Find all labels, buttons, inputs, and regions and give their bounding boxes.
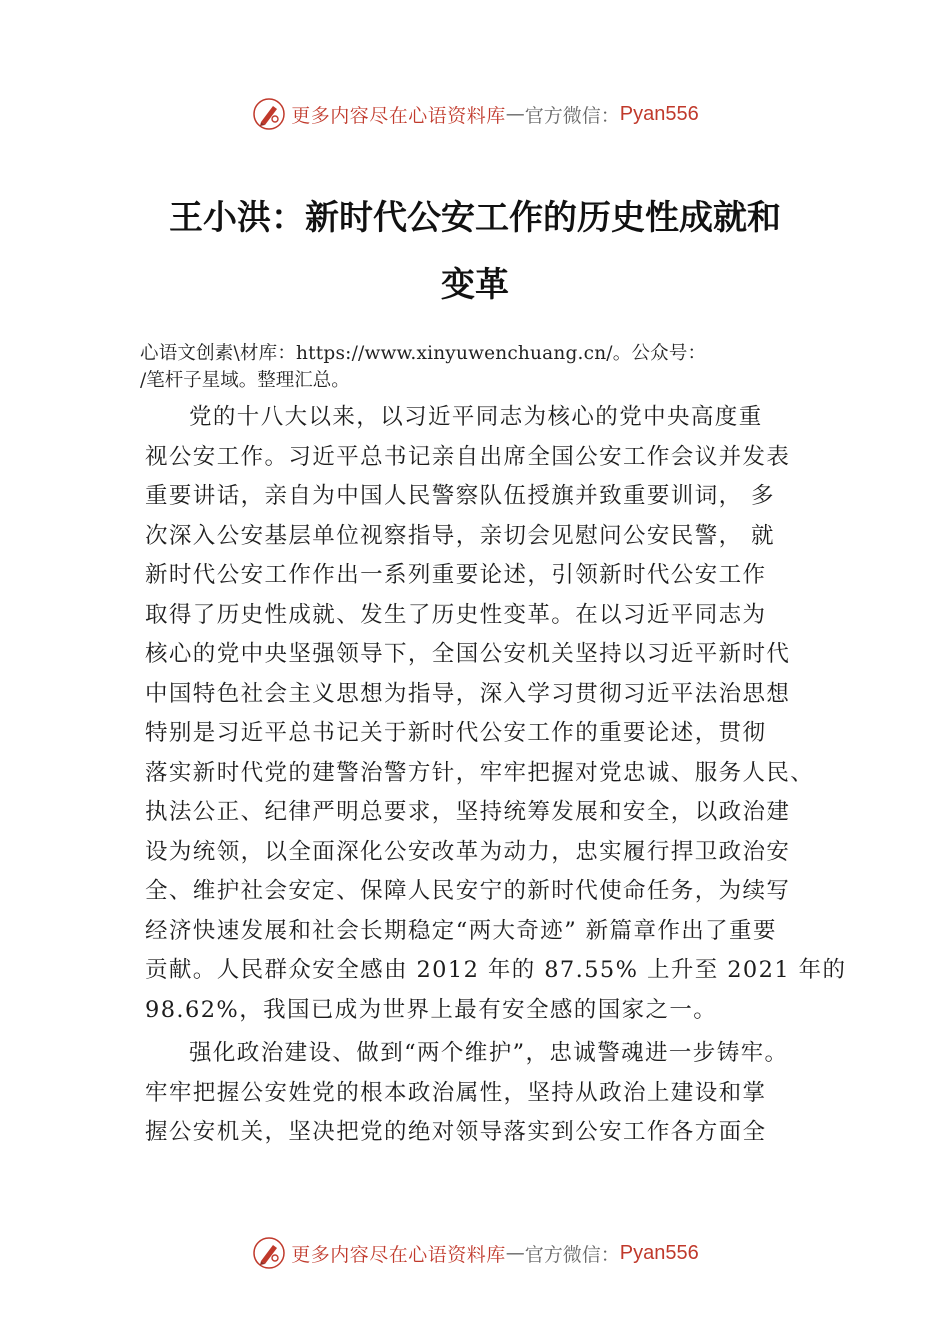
paragraph-line: 核心的党中央坚强领导下，全国公安机关坚持以习近平新时代 bbox=[145, 641, 791, 667]
footer-banner bbox=[0, 1233, 950, 1273]
paragraph-line: 牢牢把握公安姓党的根本政治属性，坚持从政治上建设和掌 bbox=[145, 1079, 767, 1106]
paragraph-line: 特别是习近平总书记关于新时代公安工作的重要论述，贯彻 bbox=[145, 720, 767, 746]
pen-logo-icon bbox=[251, 96, 287, 132]
banner-wechat-label: 官方微信： bbox=[524, 104, 620, 127]
paragraph-line: 中国特色社会主义思想为指导，深入学习贯彻习近平法治思想 bbox=[145, 680, 791, 707]
paragraph-1 bbox=[145, 398, 847, 1030]
paragraph-line: 党的十八大以来，以习近平同志为核心的党中央高度重 bbox=[189, 404, 763, 430]
header-banner bbox=[0, 94, 950, 134]
paragraph-line: 握公安机关，坚决把党的绝对领导落实到公安工作各方面全 bbox=[145, 1119, 767, 1145]
banner-site-text: 更多内容尽在心语资料库 bbox=[291, 1243, 506, 1266]
paragraph-line: 取得了历史性成就、发生了历史性变革。在以习近平同志为 bbox=[145, 601, 767, 628]
article-title-line-2: 变革 bbox=[441, 265, 509, 305]
source-note-line-1: 心语文创素\材库：https://www.xinyuwenchuang.cn/。公众号： bbox=[140, 343, 707, 364]
source-note-line-2: /笔杆子星域。整理汇总。 bbox=[140, 370, 350, 391]
paragraph-line: 落实新时代党的建警治警方针，牢牢把握对党忠诚、服务人民、 bbox=[145, 759, 815, 786]
banner-site-text: 更多内容尽在心语资料库 bbox=[291, 104, 506, 127]
banner-wechat-id: Pyan556 bbox=[619, 1241, 699, 1264]
paragraph-line: 强化政治建设、做到“两个维护”，忠诚警魂进一步铸牢。 bbox=[189, 1040, 789, 1066]
paragraph-line: 全、维护社会安定、保障人民安宁的新时代使命任务，为续写 bbox=[145, 878, 791, 904]
banner-dash: — bbox=[505, 1242, 525, 1264]
source-note bbox=[140, 340, 860, 394]
pen-logo-icon bbox=[251, 1235, 287, 1271]
paragraph-line: 设为统领，以全面深化公安改革为动力，忠实履行捍卫政治安 bbox=[145, 838, 791, 865]
paragraph-line: 重要讲话，亲自为中国人民警察队伍授旗并致重要训词， 多 bbox=[145, 483, 775, 509]
banner-wechat-id: Pyan556 bbox=[619, 102, 699, 125]
article-title-line-1: 王小洪：新时代公安工作的历史性成就和 bbox=[169, 198, 781, 238]
paragraph-line: 新时代公安工作作出一系列重要论述，引领新时代公安工作 bbox=[145, 562, 767, 588]
banner-wechat-label: 官方微信： bbox=[524, 1243, 620, 1266]
paragraph-line: 贡献。人民群众安全感由 2012 年的 87.55% 上升至 2021 年的 bbox=[145, 957, 847, 983]
banner-dash: — bbox=[505, 103, 525, 125]
paragraph-line: 执法公正、纪律严明总要求，坚持统筹发展和安全，以政治建 bbox=[145, 799, 791, 825]
paragraph-line: 次深入公安基层单位视察指导，亲切会见慰问公安民警， 就 bbox=[145, 522, 775, 549]
paragraph-2 bbox=[145, 1034, 835, 1153]
paragraph-line: 视公安工作。习近平总书记亲自出席全国公安工作会议并发表 bbox=[145, 443, 791, 470]
paragraph-line: 98.62%，我国已成为世界上最有安全感的国家之一。 bbox=[145, 996, 718, 1023]
paragraph-line: 经济快速发展和社会长期稳定“两大奇迹” 新篇章作出了重要 bbox=[145, 917, 777, 944]
